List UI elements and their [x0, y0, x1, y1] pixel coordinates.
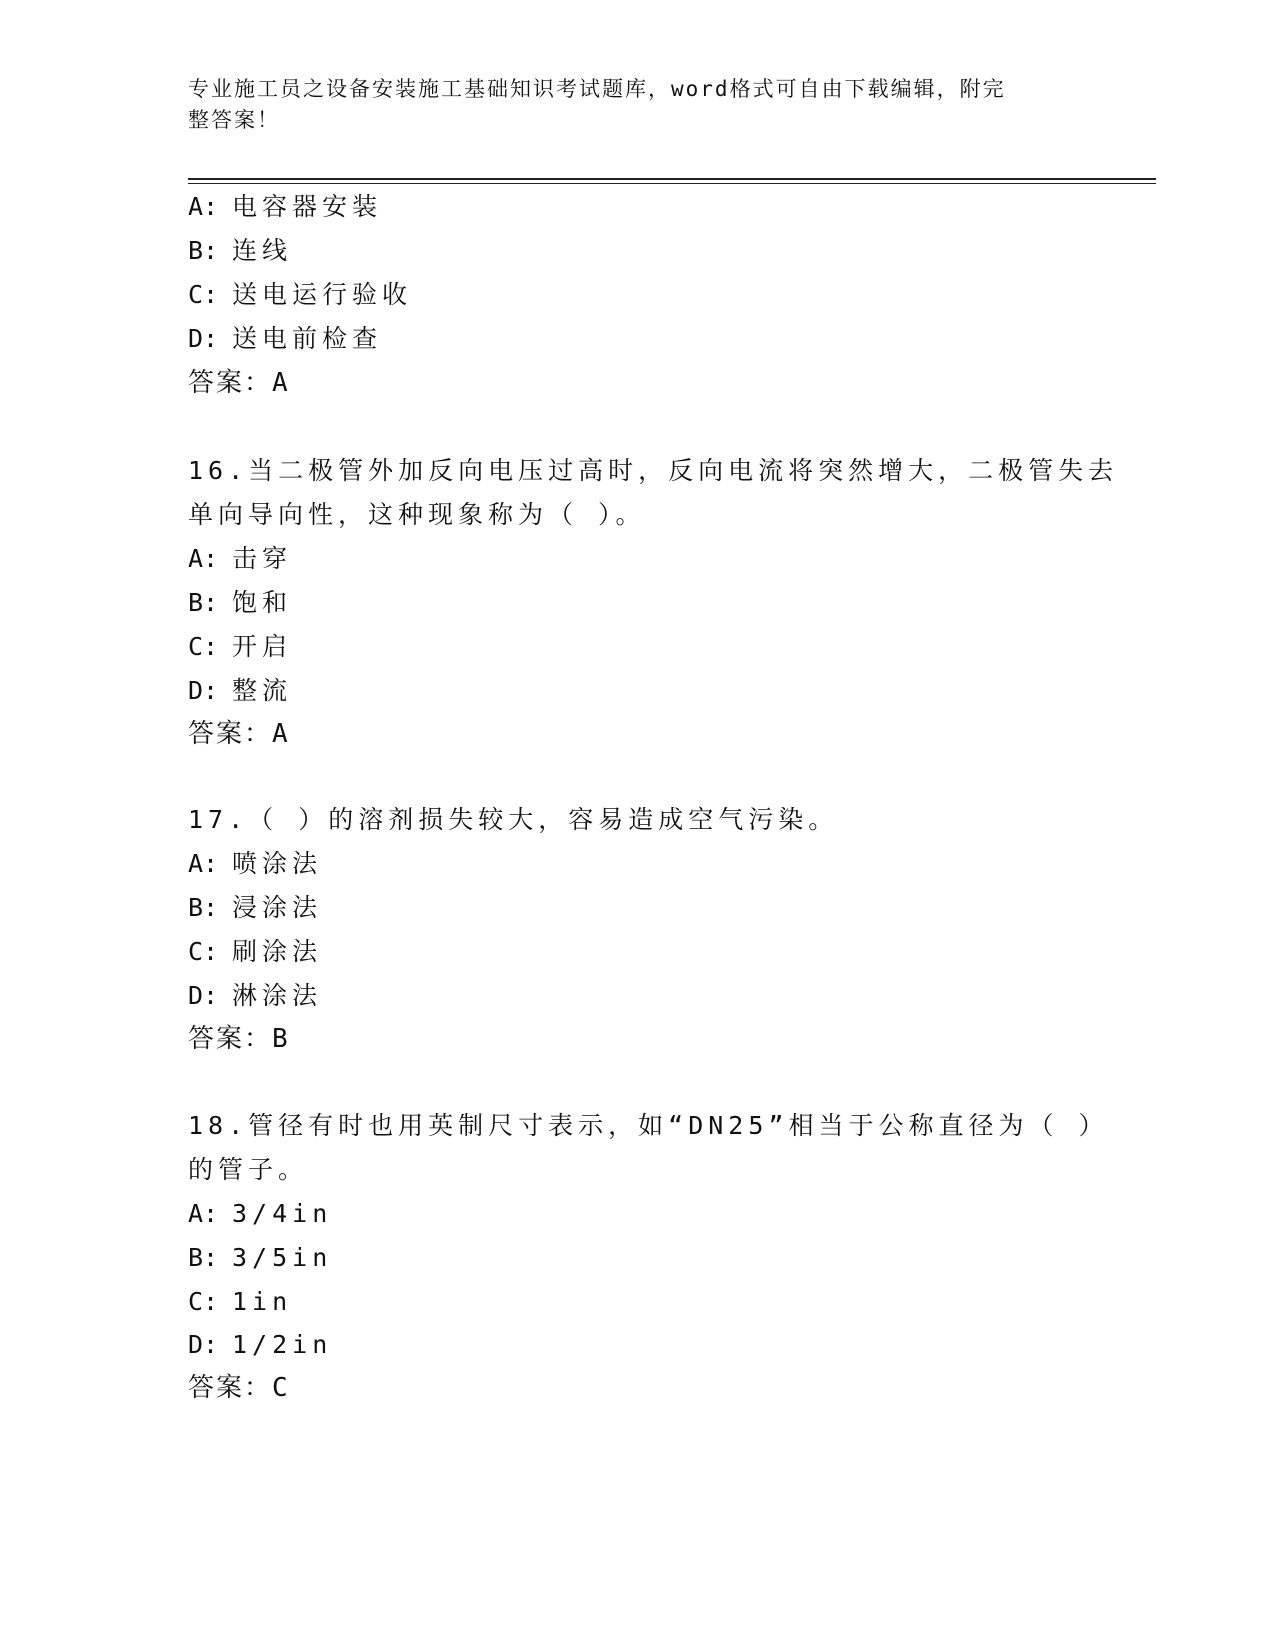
q17-option-b	[188, 892, 322, 924]
option-text: 浸涂法	[232, 893, 323, 922]
q17-answer	[188, 1023, 290, 1055]
option-text: 整流	[232, 676, 293, 705]
answer-value: C	[272, 1373, 290, 1403]
q16-option-c	[188, 631, 292, 663]
option-letter: C:	[188, 632, 219, 661]
option-letter: D:	[188, 324, 219, 353]
option-letter: C:	[188, 1287, 219, 1316]
q17-option-d	[188, 980, 322, 1012]
option-text: 送电前检查	[232, 324, 383, 353]
document-header	[188, 74, 1068, 136]
answer-label: 答案：	[188, 368, 273, 398]
option-letter: C:	[188, 937, 219, 966]
q16-option-b	[188, 587, 292, 619]
q17-option-c	[188, 936, 322, 968]
option-text: 连线	[232, 236, 293, 265]
option-letter: A:	[188, 1199, 219, 1228]
option-letter: B:	[188, 893, 219, 922]
option-letter: A:	[188, 544, 219, 573]
q17-option-a	[188, 848, 322, 880]
answer-value: A	[272, 368, 290, 398]
q18-stem-line-2: 的管子。	[188, 1155, 309, 1184]
answer-value: B	[272, 1024, 290, 1054]
q17-stem-line-1: 17.（ ）的溶剂损失较大，容易造成空气污染。	[188, 805, 839, 834]
option-text: 送电运行验收	[232, 280, 413, 309]
option-text: 3/4in	[232, 1199, 333, 1228]
q18-option-d	[188, 1329, 332, 1361]
option-letter: B:	[188, 1243, 219, 1272]
q18-option-c	[188, 1286, 292, 1318]
header-line-2: 整答案！	[188, 108, 280, 132]
q15-option-d	[188, 323, 382, 355]
q15-option-a	[188, 191, 382, 223]
option-letter: D:	[188, 1330, 219, 1359]
option-letter: B:	[188, 588, 219, 617]
q15-answer	[188, 367, 290, 399]
q16-option-a	[188, 543, 292, 575]
option-text: 淋涂法	[232, 981, 323, 1010]
option-text: 1in	[232, 1287, 293, 1316]
q16-answer	[188, 718, 290, 750]
option-letter: D:	[188, 981, 219, 1010]
q15-option-c	[188, 279, 412, 311]
header-rule-thick	[188, 178, 1156, 180]
option-letter: B:	[188, 236, 219, 265]
option-letter: D:	[188, 676, 219, 705]
option-text: 3/5in	[232, 1243, 333, 1272]
q18-answer	[188, 1372, 290, 1404]
header-line-1: 专业施工员之设备安装施工基础知识考试题库，word格式可自由下载编辑，附完	[188, 77, 1006, 101]
answer-label: 答案：	[188, 719, 273, 749]
q16-stem-line-1: 16.当二极管外加反向电压过高时，反向电流将突然增大，二极管失去	[188, 456, 1119, 485]
q16-option-d	[188, 675, 292, 707]
option-text: 击穿	[232, 544, 293, 573]
q18-stem-line-1: 18.管径有时也用英制尺寸表示，如“DN25”相当于公称直径为（ ）	[188, 1111, 1109, 1140]
header-rule-thin	[188, 183, 1156, 184]
option-letter: A:	[188, 192, 219, 221]
option-text: 喷涂法	[232, 849, 323, 878]
q16-stem-line-2: 单向导向性，这种现象称为（ ）。	[188, 500, 646, 529]
answer-value: A	[272, 719, 290, 749]
option-letter: A:	[188, 849, 219, 878]
answer-label: 答案：	[188, 1373, 273, 1403]
option-text: 刷涂法	[232, 937, 323, 966]
q15-option-b	[188, 235, 292, 267]
answer-label: 答案：	[188, 1024, 273, 1054]
option-text: 开启	[232, 632, 293, 661]
option-text: 1/2in	[232, 1330, 333, 1359]
option-letter: C:	[188, 280, 219, 309]
option-text: 电容器安装	[232, 192, 383, 221]
option-text: 饱和	[232, 588, 293, 617]
q18-option-b	[188, 1242, 332, 1274]
q18-option-a	[188, 1198, 332, 1230]
